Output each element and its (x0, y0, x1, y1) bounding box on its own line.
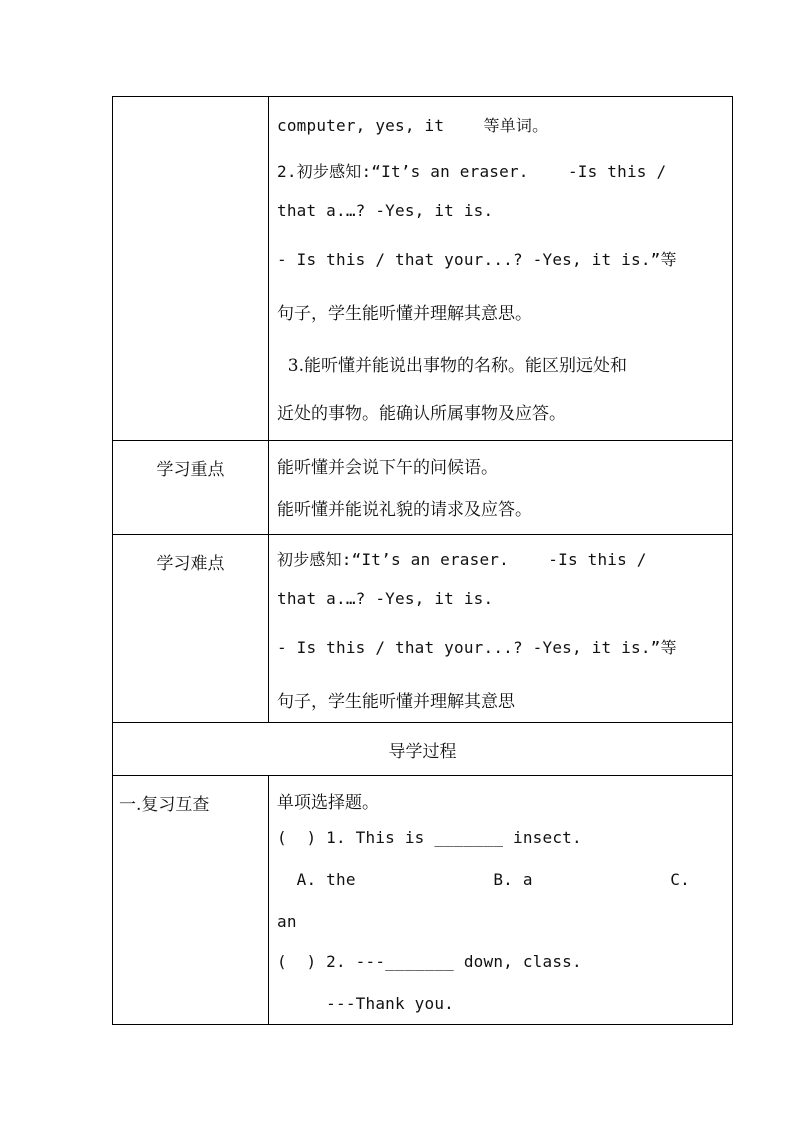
difficulties-line-4: 句子，学生能听懂并理解其意思 (277, 692, 515, 712)
key-points-row (113, 441, 733, 535)
difficulties-label: 学习难点 (156, 554, 225, 574)
difficulties-label-cell (113, 535, 269, 723)
process-header: 导学过程 (388, 742, 457, 762)
review-line-3: A. the B. a C. (277, 870, 690, 889)
review-line-6: ---Thank you. (277, 994, 454, 1013)
key-points-label: 学习重点 (156, 460, 225, 480)
key-points-line-2: 能听懂并能说礼貌的请求及应答。 (277, 500, 532, 520)
key-points-line-1: 能听懂并会说下午的问候语。 (277, 458, 498, 478)
objectives-row (113, 97, 733, 441)
process-header-row (113, 723, 733, 776)
difficulties-line-1: 初步感知:“It’s an eraser. -Is this / (277, 550, 647, 569)
review-line-1: 单项选择题。 (277, 793, 379, 813)
review-line-2: ( ) 1. This is _______ insect. (277, 828, 582, 847)
difficulties-line-2: that a.…? -Yes, it is. (277, 589, 494, 608)
review-line-4: an (277, 912, 297, 931)
review-content-cell (269, 776, 733, 1025)
review-line-5: ( ) 2. ---_______ down, class. (277, 952, 582, 971)
difficulties-content-cell (269, 535, 733, 723)
objectives-line-2: 2.初步感知:“It’s an eraser. -Is this / (277, 162, 667, 181)
objectives-line-1: computer, yes, it 等单词。 (277, 116, 549, 135)
objectives-line-6: 3.能听懂并能说出事物的名称。能区别远处和 (277, 356, 628, 376)
difficulties-line-3: - Is this / that your...? -Yes, it is.”等 (277, 638, 677, 657)
lesson-plan-table (112, 96, 733, 1025)
objectives-line-5: 句子，学生能听懂并理解其意思。 (277, 304, 532, 324)
objectives-label-cell (113, 97, 269, 441)
key-points-label-cell (113, 441, 269, 535)
key-points-content-cell (269, 441, 733, 535)
review-label-cell (113, 776, 269, 1025)
process-header-cell (113, 723, 733, 776)
objectives-line-7: 近处的事物。能确认所属事物及应答。 (277, 404, 566, 424)
review-row (113, 776, 733, 1025)
difficulties-row (113, 535, 733, 723)
review-label: 一.复习互查 (119, 795, 210, 815)
objectives-content-cell (269, 97, 733, 441)
objectives-line-3: that a.…? -Yes, it is. (277, 201, 494, 220)
objectives-line-4: - Is this / that your...? -Yes, it is.”等 (277, 250, 677, 269)
